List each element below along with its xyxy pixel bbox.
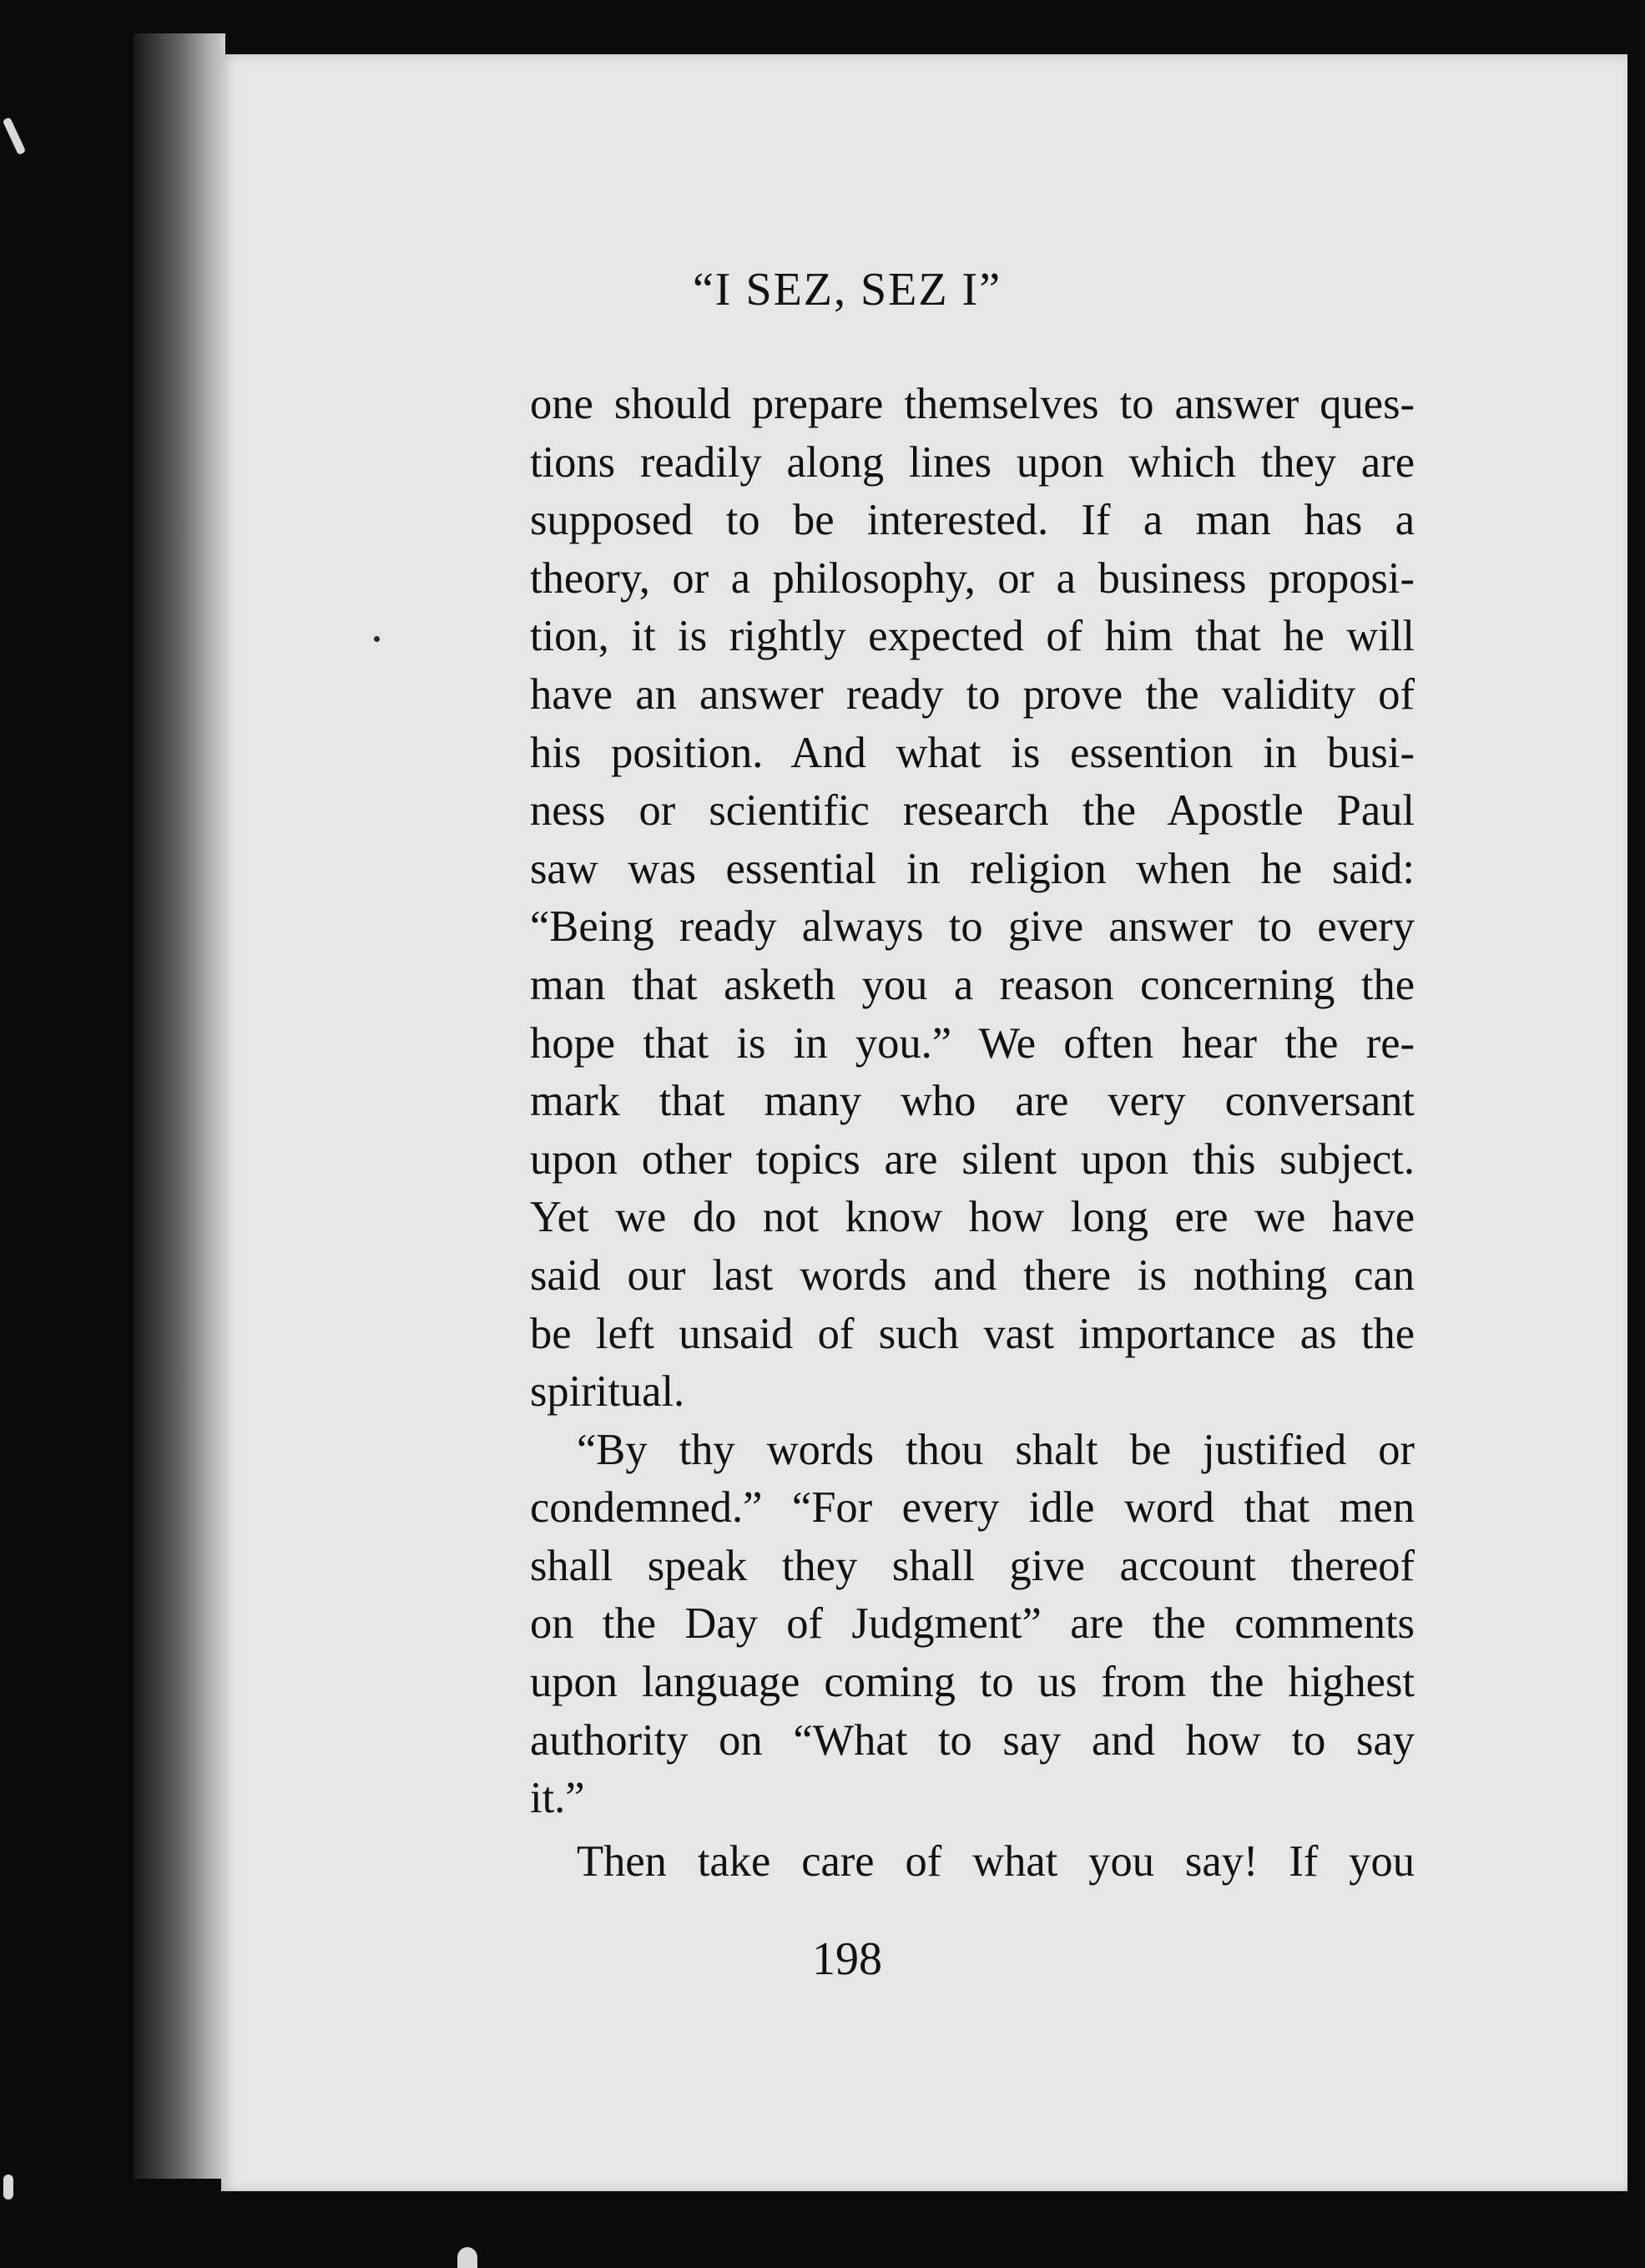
book-page bbox=[221, 54, 1627, 2191]
text-line: “By thy words thou shalt be justified or bbox=[577, 1425, 1415, 1474]
scan-speck bbox=[374, 636, 380, 642]
scan-speck bbox=[457, 2247, 477, 2268]
binding-gutter bbox=[134, 33, 225, 2179]
page-number: 198 bbox=[812, 1933, 882, 1985]
text-line: upon other topics are silent upon this subject. bbox=[530, 1134, 1415, 1184]
text-line: tion, it is rightly expected of him that he will bbox=[530, 612, 1415, 661]
text-line: mark that many who are very conversant bbox=[530, 1077, 1415, 1126]
text-line: Then take care of what you say! If you bbox=[577, 1836, 1415, 1886]
text-line: authority on “What to say and how to say bbox=[530, 1715, 1415, 1765]
text-line: shall speak they shall give account thereof bbox=[530, 1541, 1415, 1590]
text-line: “Being ready always to give answer to every bbox=[530, 902, 1415, 952]
text-line: ness or scientific research the Apostle Paul bbox=[530, 786, 1415, 836]
text-line: his position. And what is essention in busi- bbox=[530, 728, 1415, 777]
text-line: Yet we do not know how long ere we have bbox=[530, 1193, 1415, 1242]
text-line: hope that is in you.” We often hear the re- bbox=[530, 1018, 1415, 1068]
text-line: condemned.” “For every idle word that men bbox=[530, 1483, 1415, 1533]
paragraph-2 bbox=[530, 1422, 1415, 1828]
scan-speck bbox=[3, 2175, 13, 2200]
text-line: said our last words and there is nothing can bbox=[530, 1250, 1415, 1300]
body-text bbox=[530, 376, 1415, 1891]
paragraph-3 bbox=[530, 1833, 1415, 1892]
paragraph-1 bbox=[530, 376, 1415, 1422]
text-line: supposed to be interested. If a man has a bbox=[530, 496, 1415, 545]
text-line: saw was essential in religion when he said: bbox=[530, 844, 1415, 893]
text-line: upon language coming to us from the highest bbox=[530, 1658, 1415, 1707]
text-line: tions readily along lines upon which they are bbox=[530, 437, 1415, 487]
text-line: man that asketh you a reason concerning the bbox=[530, 960, 1415, 1009]
text-line: spiritual. bbox=[530, 1367, 685, 1417]
text-line: one should prepare themselves to answer ques- bbox=[530, 380, 1415, 428]
text-line: theory, or a philosophy, or a business proposi- bbox=[530, 553, 1415, 603]
text-line: have an answer ready to prove the validity of bbox=[530, 669, 1415, 719]
text-line: on the Day of Judgment” are the comments bbox=[530, 1599, 1415, 1649]
text-line: be left unsaid of such vast importance as the bbox=[530, 1309, 1415, 1358]
text-line: it.” bbox=[530, 1774, 585, 1823]
running-head: “I SEZ, SEZ I” bbox=[692, 264, 1002, 316]
scan-speck bbox=[3, 117, 27, 155]
